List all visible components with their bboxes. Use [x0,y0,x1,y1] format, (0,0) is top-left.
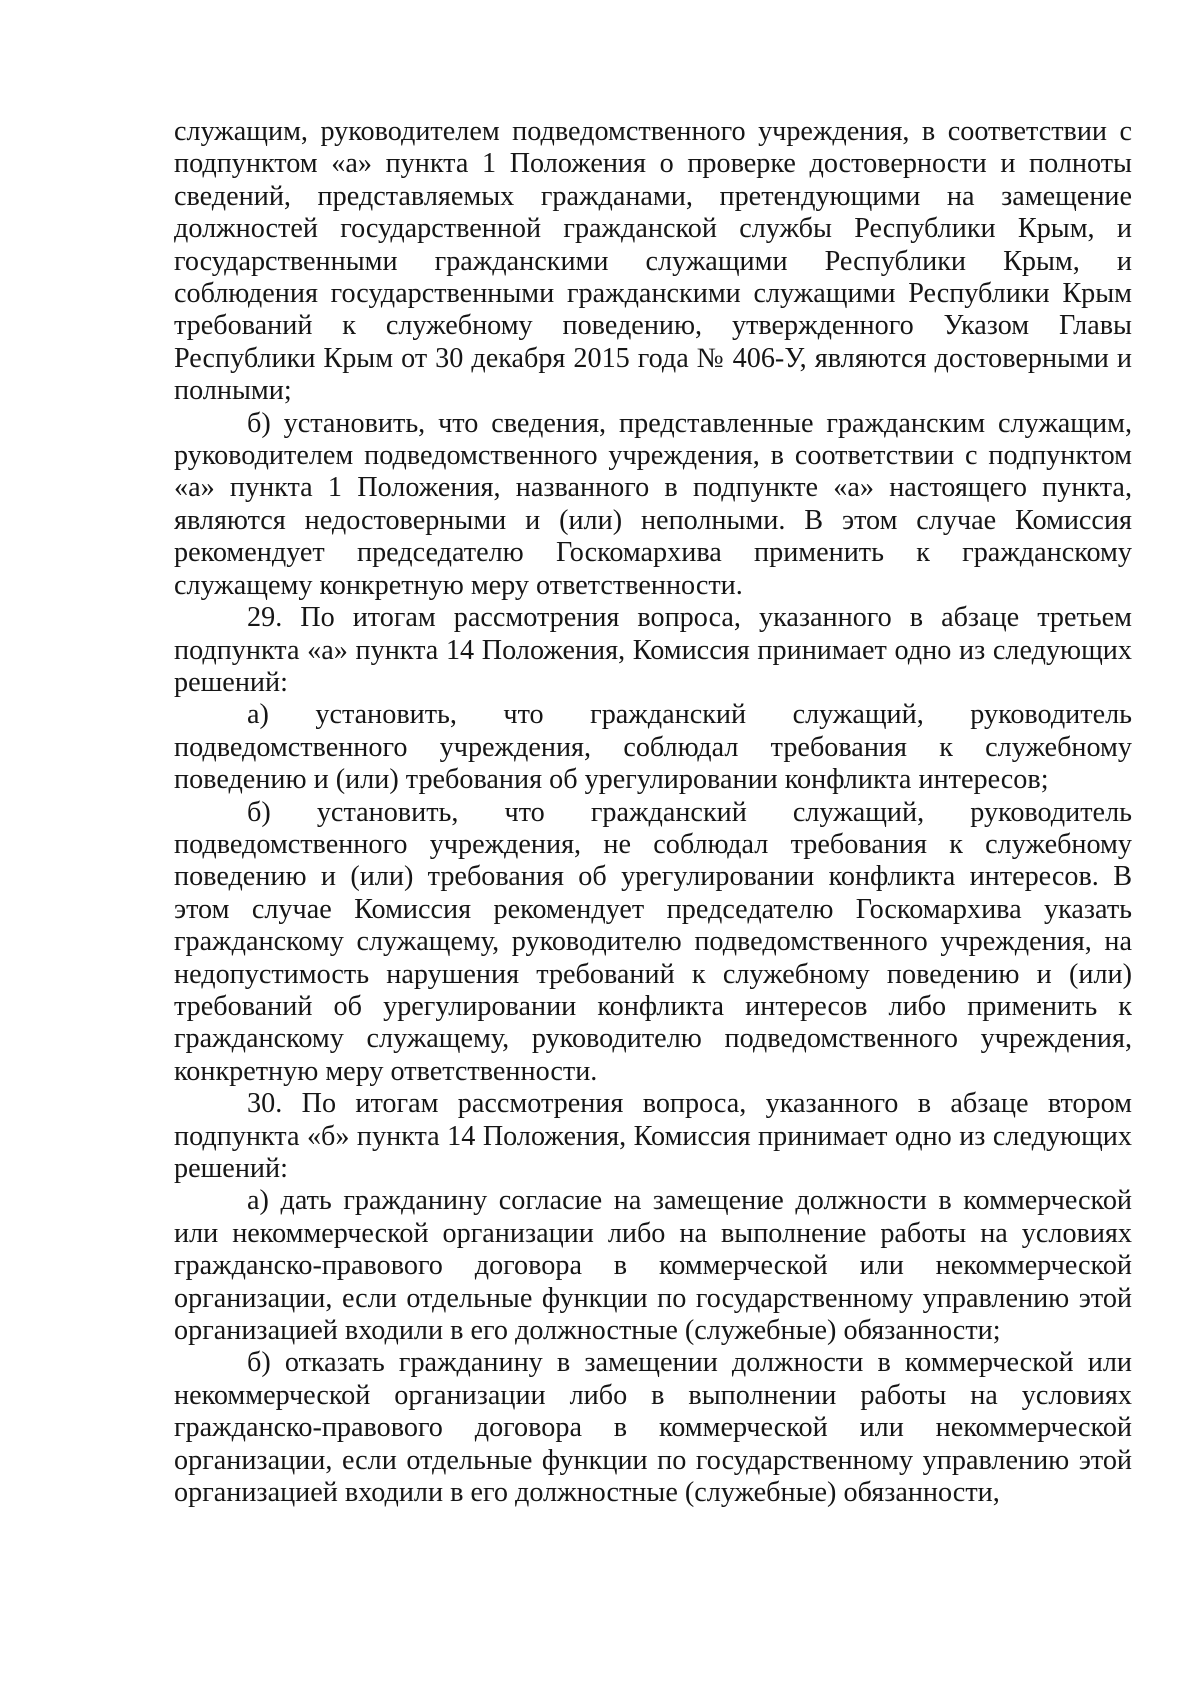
paragraph-30a: а) дать гражданину согласие на замещение должности в коммерческой или некоммерческой организации либо на выполнение работы на условиях гражданско-правового договора в коммерческой или некоммерческой организации, если отдельные функции по государственному управлению этой организацией входили в его должностные (служебные) обязанности; [174,1185,1132,1347]
paragraph-29b: б) установить, что гражданский служащий, руководитель подведомственного учреждения, не соблюдал требования к служебному поведению и (или) требования об урегулировании конфликта интересов. В этом случае Комиссия рекомендует председателю Госкомархива указать гражданскому служащему, руководителю подведомственного учреждения, на недопустимость нарушения требований к служебному поведению и (или) требований об урегулировании конфликта интересов либо применить к гражданскому служащему, руководителю подведомственного учреждения, конкретную меру ответственности. [174,796,1132,1087]
paragraph-28b: б) установить, что сведения, представленные гражданским служащим, руководителем подведомственного учреждения, в соответствии с подпунктом «а» пункта 1 Положения, названного в подпункте «а» настоящего пункта, являются недостоверными и (или) неполными. В этом случае Комиссия рекомендует председателю Госкомархива применить к гражданскому служащему конкретную меру ответственности. [174,407,1132,601]
paragraph-30b: б) отказать гражданину в замещении должности в коммерческой или некоммерческой организации либо в выполнении работы на условиях гражданско-правового договора в коммерческой или некоммерческой организации, если отдельные функции по государственному управлению этой организацией входили в его должностные (служебные) обязанности, [174,1347,1132,1509]
paragraph-29: 29. По итогам рассмотрения вопроса, указанного в абзаце третьем подпункта «а» пункта 14 Положения, Комиссия принимает одно из следующих решений: [174,602,1132,698]
document-body [174,116,1132,1509]
paragraph-continuation: служащим, руководителем подведомственного учреждения, в соответствии с подпунктом «а» пункта 1 Положения о проверке достоверности и полноты сведений, представляемых гражданами, претендующими на замещение должностей государственной гражданской службы Республики Крым, и государственными гражданскими служащими Республики Крым, и соблюдения государственными гражданскими служащими Республики Крым требований к служебному поведению, утвержденного Указом Главы Республики Крым от 30 декабря 2015 года № 406-У, являются достоверными и полными; [174,116,1132,407]
paragraph-29a: а) установить, что гражданский служащий, руководитель подведомственного учреждения, соблюдал требования к служебному поведению и (или) требования об урегулировании конфликта интересов; [174,699,1132,796]
paragraph-30: 30. По итогам рассмотрения вопроса, указанного в абзаце втором подпункта «б» пункта 14 Положения, Комиссия принимает одно из следующих решений: [174,1088,1132,1184]
